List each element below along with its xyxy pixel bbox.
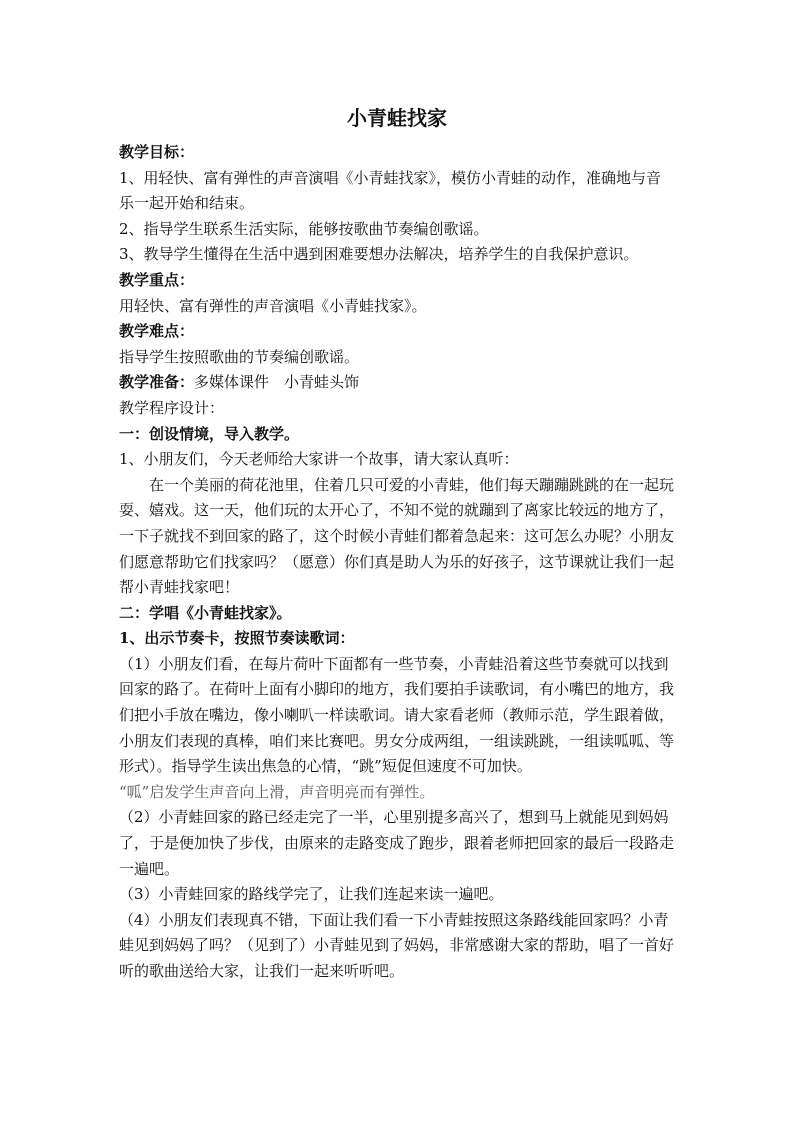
section-2-heading: 二：学唱《小青蛙找家》。: [119, 603, 292, 622]
step-2-paragraph: （2）小青蛙回家的路已经走完了一半，心里别提多高兴了，想到马上就能见到妈妈了，于是便加快了步伐，由原来的走路变成了跑步，跟着老师把回家的最后一段路走一遍吧。: [119, 808, 675, 878]
goal-item-2: 2、指导学生联系生活实际，能够按歌曲节奏编创歌谣。: [119, 219, 489, 238]
step-3-paragraph: （3）小青蛙回家的路线学完了，让我们连起来读一遍吧。: [119, 885, 504, 904]
step-1-paragraph: （1）小朋友们看，在每片荷叶下面都有一些节奏，小青蛙沿着这些节奏就可以找到回家的路了。在荷叶上面有小脚印的地方，我们要拍手读歌词，有小嘴巴的地方，我们把小手放在嘴边，像小喇叭一样读歌词。请大家看老师（教师示范，学生跟着做，小朋友们表现的真棒，咱们来比赛吧。男女分成两组，一组读跳跳，一组读呱呱、等形式）。指导学生读出焦急的心情，“跳”短促但速度不可加快。: [119, 654, 675, 776]
preparation-heading: 教学准备：: [119, 373, 195, 392]
goal-item-1: 1、用轻快、富有弹性的声音演唱《小青蛙找家》，模仿小青蛙的动作，准确地与音乐一起开始和结束。: [119, 168, 662, 213]
goals-heading: 教学目标：: [119, 143, 195, 161]
section-1-item-1: 1、小朋友们，今天老师给大家讲一个故事，请大家认真听：: [119, 450, 519, 469]
goal-item-3: 3、教导学生懂得在生活中遇到困难要想办法解决，培养学生的自我保护意识。: [119, 245, 639, 264]
step-4-paragraph: （4）小朋友们表现真不错，下面让我们看一下小青蛙按照这条路线能回家吗？小青蛙见到妈妈了吗？（见到了）小青蛙见到了妈妈，非常感谢大家的帮助，唱了一首好听的歌曲送给大家，让我们一起来听听吧。: [119, 910, 675, 980]
difficulty-text: 指导学生按照歌曲的节奏编创歌谣。: [119, 347, 360, 366]
document-body: [119, 140, 675, 985]
step-1-note: “呱”启发学生声音向上滑，声音明亮而有弹性。: [119, 782, 435, 801]
preparation-line: [119, 370, 675, 396]
section-2-item-1: 1、出示节奏卡，按照节奏读歌词：: [119, 629, 355, 648]
story-paragraph: 在一个美丽的荷花池里，住着几只可爱的小青蛙，他们每天蹦蹦跳跳的在一起玩耍、嬉戏。这一天，他们玩的太开心了，不知不觉的就蹦到了离家比较远的地方了，一下子就找不到回家的路了，这个时候小青蛙们都着急起来：这可怎么办呢？小朋友们愿意帮助它们找家吗？（愿意）你们真是助人为乐的好孩子，这节课就让我们一起帮小青蛙找家吧！: [119, 475, 675, 597]
preparation-text: 多媒体课件 小青蛙头饰: [194, 373, 360, 392]
section-1-heading: 一：创设情境，导入教学。: [119, 424, 300, 443]
difficulty-heading: 教学难点：: [119, 322, 195, 341]
key-points-heading: 教学重点：: [119, 270, 195, 289]
key-points-text: 用轻快、富有弹性的声音演唱《小青蛙找家》。: [119, 296, 427, 315]
procedure-heading: 教学程序设计：: [119, 398, 225, 417]
document-title: 小青蛙找家: [347, 106, 447, 130]
